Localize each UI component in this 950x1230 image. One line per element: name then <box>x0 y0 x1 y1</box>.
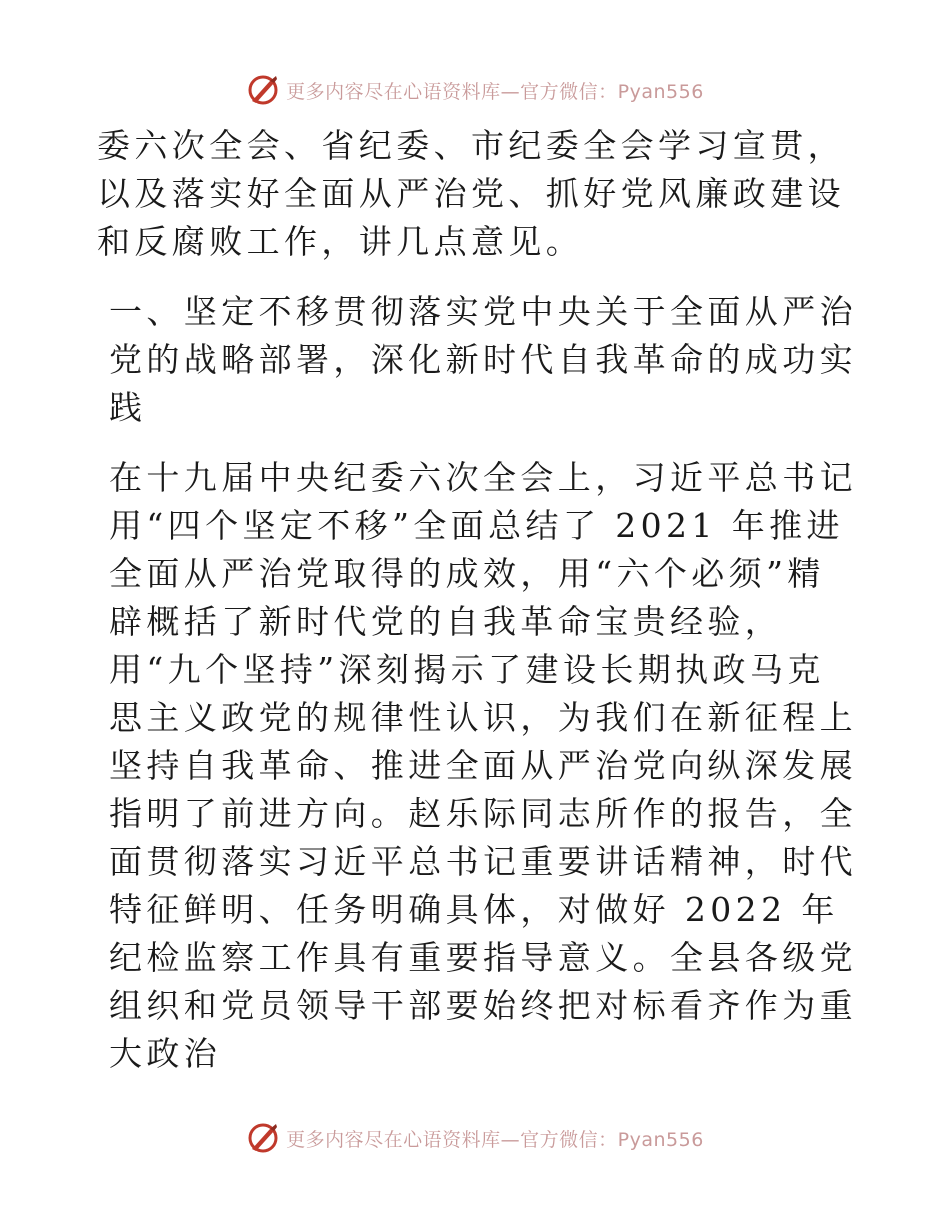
section-heading: 一、坚定不移贯彻落实党中央关于全面从严治党的战略部署，深化新时代自我革命的成功实践 <box>109 292 857 427</box>
quill-pen-logo-icon <box>246 73 280 107</box>
body-paragraph: 委六次全会、省纪委、市纪委全会学习宣贯，以及落实好全面从严治党、抓好党风廉政建设和反腐败工作，讲几点意见。 <box>97 126 845 261</box>
body-paragraph: 在十九届中央纪委六次全会上，习近平总书记用“四个坚定不移”全面总结了 2021 年推进全面从严治党取得的成效，用“六个必须”精辟概括了新时代党的自我革命宝贵经验，用“九个坚持”深刻揭示了建设长期执政马克思主义政党的规律性认识，为我们在新征程上坚持自我革命、推进全面从严治党向纵深发展指明了前进方向。赵乐际同志所作的报告，全面贯彻落实习近平总书记重要讲话精神，时代特征鲜明、任务明确具体，对做好 2022 年纪检监察工作具有重要指导意义。全县各级党组织和党员领导干部要始终把对标看齐作为重大政治 <box>109 458 857 1073</box>
watermark-text: 更多内容尽在心语资料库—官方微信：Pyan556 <box>286 1128 704 1151</box>
watermark-text: 更多内容尽在心语资料库—官方微信：Pyan556 <box>286 80 704 103</box>
quill-pen-logo-icon <box>246 1121 280 1155</box>
header-watermark-banner <box>0 70 950 110</box>
footer-watermark-banner <box>0 1118 950 1158</box>
document-body <box>97 122 857 1078</box>
